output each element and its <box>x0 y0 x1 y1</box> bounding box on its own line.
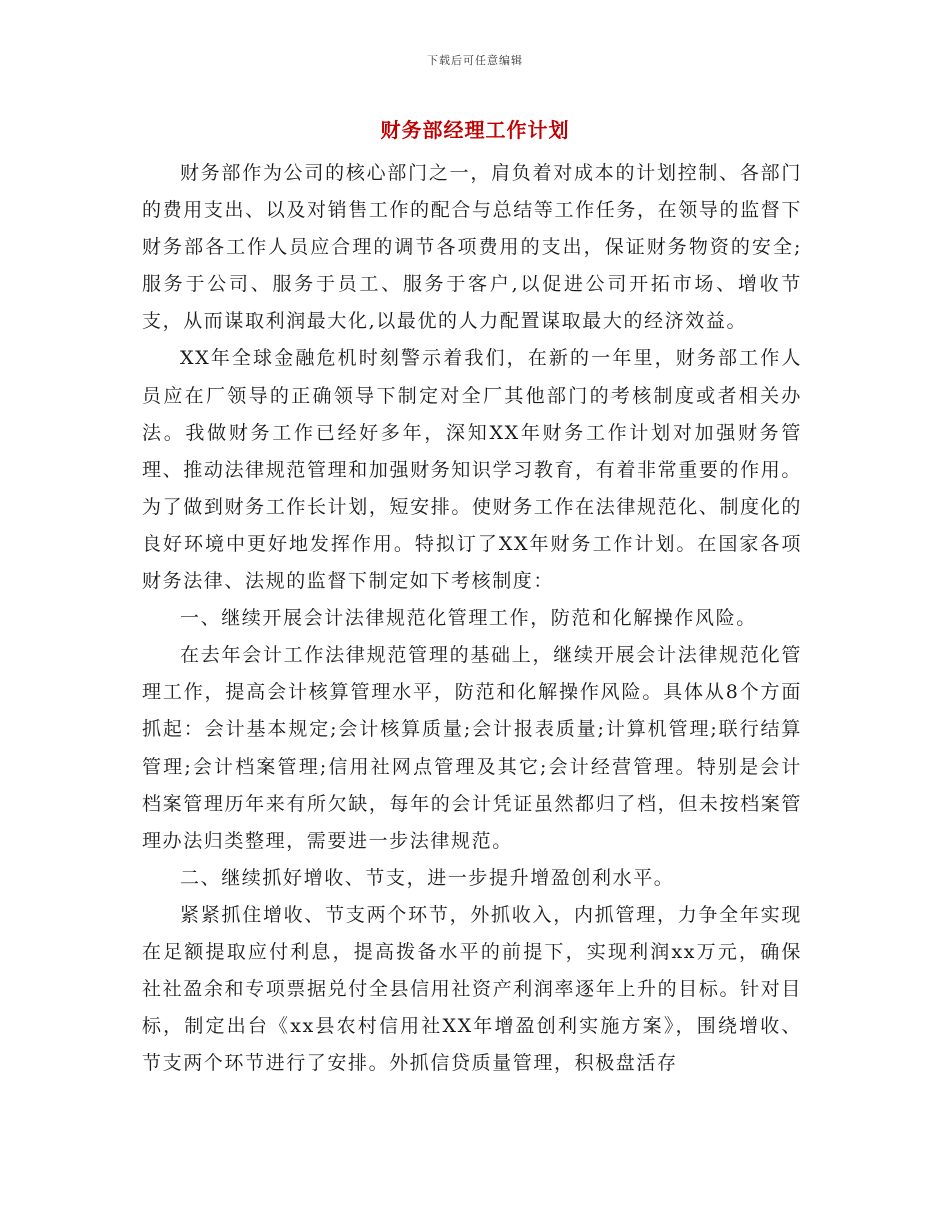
paragraph-background: XX年全球金融危机时刻警示着我们，在新的一年里，财务部工作人员应在厂领导的正确领导下制定对全厂其他部门的考核制度或者相关办法。我做财务工作已经好多年，深知XX年财务工作计划对加强财务管理、推动法律规范管理和加强财务知识学习教育，有着非常重要的作用。为了做到财务工作长计划，短安排。使财务工作在法律规范化、制度化的良好环境中更好地发挥作用。特拟订了XX年财务工作计划。在国家各项财务法律、法规的监督下制定如下考核制度： <box>142 347 802 593</box>
paragraph-section-2: 紧紧抓住增收、节支两个环节，外抓收入，内抓管理，力争全年实现在足额提取应付利息，提高拨备水平的前提下，实现利润xx万元，确保社社盈余和专项票据兑付全县信用社资产利润率逐年上升的目标。针对目标，制定出台《xx县农村信用社XX年增盈创利实施方案》，围绕增收、节支两个环节进行了安排。外抓信贷质量管理，积极盘活存 <box>142 903 802 1075</box>
section-heading-1: 一、继续开展会计法律规范化管理工作，防范和化解操作风险。 <box>180 607 757 630</box>
paragraph-section-1: 在去年会计工作法律规范管理的基础上，继续开展会计法律规范化管理工作，提高会计核算管理水平，防范和化解操作风险。具体从8个方面抓起：会计基本规定;会计核算质量;会计报表质量;计算机管理;联行结算管理;会计档案管理;信用社网点管理及其它;会计经营管理。特别是会计档案管理历年来有所欠缺，每年的会计凭证虽然都归了档，但未按档案管理办法归类整理，需要进一步法律规范。 <box>142 644 802 852</box>
section-heading-2: 二、继续抓好增收、节支，进一步提升增盈创利水平。 <box>180 866 675 889</box>
paragraph-intro: 财务部作为公司的核心部门之一，肩负着对成本的计划控制、各部门的费用支出、以及对销售工作的配合与总结等工作任务，在领导的监督下财务部各工作人员应合理的调节各项费用的支出，保证财务物资的安全;服务于公司、服务于员工、服务于客户,以促进公司开拓市场、增收节支，从而谋取利润最大化,以最优的人力配置谋取最大的经济效益。 <box>142 162 802 333</box>
document-title: 财务部经理工作计划 <box>380 118 570 142</box>
document-body <box>142 155 802 1082</box>
page-header-note: 下载后可任意编辑 <box>427 54 523 67</box>
